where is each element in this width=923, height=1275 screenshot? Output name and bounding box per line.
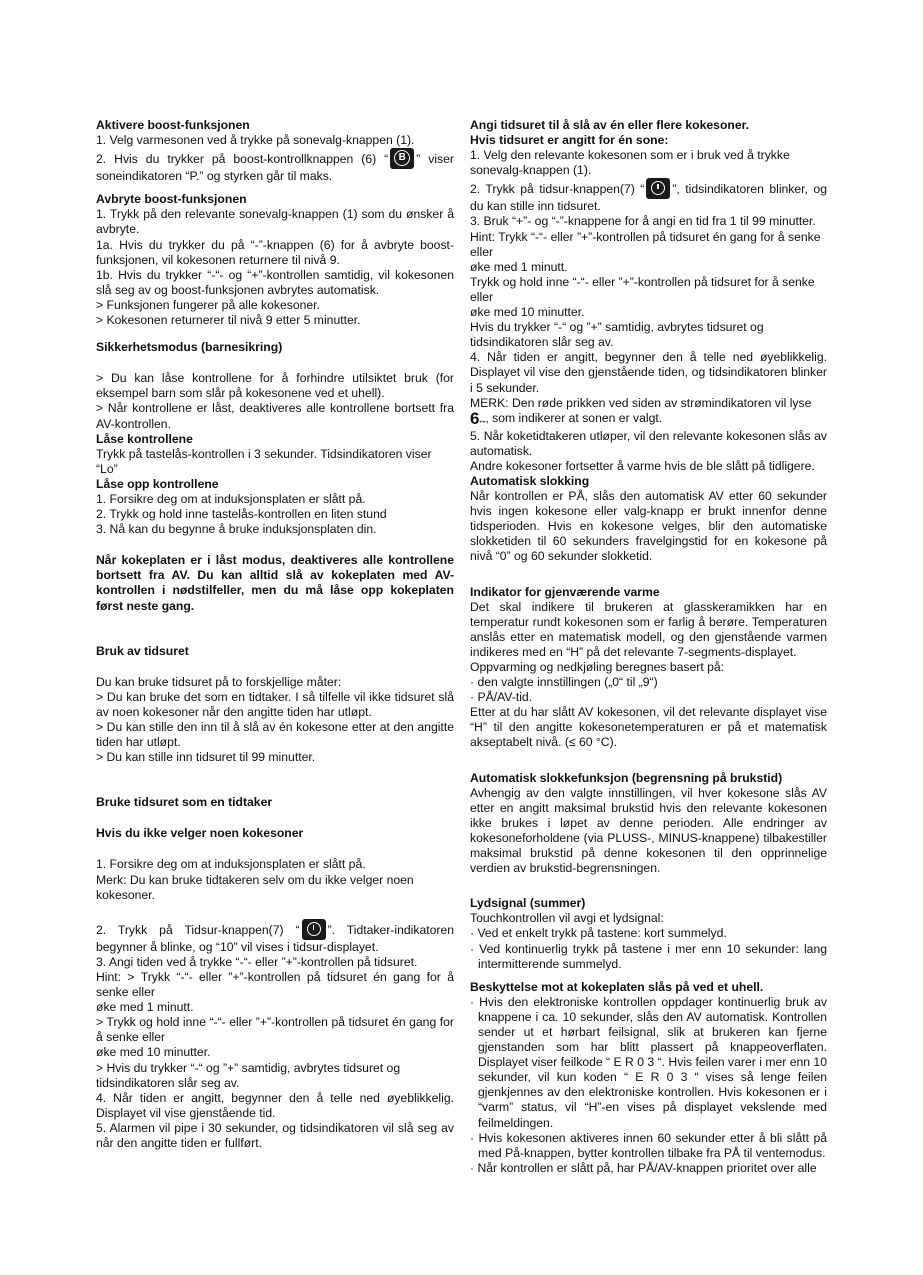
left-column	[96, 118, 454, 1151]
safety-text-2: > Når kontrollene er låst, deaktiveres alle kontrollene bortsett fra AV-kontrollen.	[96, 401, 454, 431]
residual-heat-bullet-2: · PÅ/AV-tid.	[470, 690, 533, 705]
zone-hint-2: Trykk og hold inne “-“- eller ”+”-kontrollen på tidsuret for å senke eller	[470, 274, 815, 304]
set-timer-title: Angi tidsuret til å slå av én eller flere kokesoner.	[470, 118, 750, 132]
auto-off-text: Når kontrollen er PÅ, slås den automatisk AV etter 60 sekunder hvis ingen kokesone eller valg-knapp er brukt innenfor denne tidsperioden. Hvis en kokesone velges, blir den automatiske slokketiden til 60 sekunders fravelgingstid for en kokesone på nivå “0” og 60 sekunder slokketid.	[470, 489, 827, 564]
timer-option-2: > Du kan stille den inn til å slå av én kokesone etter at den angitte tiden har utløpt.	[96, 720, 454, 750]
buzzer-intro: Touchkontrollen vil avgi et lydsignal:	[470, 911, 664, 926]
residual-heat-title: Indikator for gjenværende varme	[470, 584, 660, 599]
zone-step-1: 1. Velg den relevante kokesonen som er i bruk ved å trykke sonevalg-knappen (1).	[470, 148, 790, 178]
unlock-title: Låse opp kontrollene	[96, 476, 219, 491]
no-zone-hint-2: > Trykk og hold inne “-“- eller ”+”-kontrollen på tidsuret én gang for å senke eller	[96, 1015, 454, 1045]
one-zone-title: Hvis tidsuret er angitt for én sone:	[470, 133, 669, 148]
no-zone-note: Merk: Du kan bruke tidtakeren selv om du ikke velger noen kokesoner.	[96, 872, 414, 902]
zone-step-3: 3. Bruk “+”- og “-”-knappene for å angi en tid fra 1 til 99 minutter.	[470, 214, 816, 229]
no-zone-hint-1: Hint: > Trykk “-“- eller ”+”-kontrollen på tidsuret én gang for å senke eller	[96, 969, 454, 1000]
residual-heat-text: Det skal indikere til brukeren at glasskeramikken har en temperatur rundt kokesonen som er farlig å berøre. Temperaturen anslås etter en matematisk modell, og den gjenstående varmen indikeres med en “H” på det relevante 7-segments-displayet.	[470, 599, 827, 659]
timer-intro: Du kan bruke tidsuret på to forskjellige måter:	[96, 674, 342, 689]
protection-bullet-2: · Hvis kokesonen aktiveres innen 60 sekunder etter å bli slått på med På-knappen, bytter kontrollen tilbake fra PÅ til ventemodus.	[470, 1130, 827, 1160]
cancel-boost-title: Avbryte boost-funksjonen	[96, 192, 247, 207]
right-column	[470, 118, 827, 1176]
timer-option-1: > Du kan bruke det som en tidtaker. I så tilfelle vil ikke tidsuret slå av noen kokesoner når den angitte tiden har utløpt.	[96, 689, 454, 719]
timer-title: Bruk av tidsuret	[96, 643, 189, 658]
boost-step-1: 1. Velg varmesonen ved å trykke på sonevalg-knappen (1).	[96, 133, 415, 148]
buzzer-bullet-2: · Ved kontinuerlig trykk på tastene i mer enn 10 sekunder: lang intermitterende summelyd.	[470, 941, 827, 971]
no-zone-hint-3: > Hvis du trykker “-“ og ”+” samtidig, avbrytes tidsuret og tidsindikatoren slår seg av.	[96, 1060, 401, 1090]
safety-title: Sikkerhetsmodus (barnesikring)	[96, 340, 283, 355]
zone-hint-2b: øke med 10 minutter.	[470, 305, 585, 320]
auto-off-title: Automatisk slokking	[470, 473, 590, 488]
protection-bullet-3: · Når kontrollen er slått på, har PÅ/AV-knappen prioritet over alle	[470, 1160, 817, 1175]
zone-step-4: 4. Når tiden er angitt, begynner den å telle ned øyeblikkelig. Displayet vil vise den gjenstående tiden, og tidsindikatoren blinker i 5 sekunder.	[470, 350, 827, 395]
residual-heat-bullet-1: · den valgte innstillingen („0“ til „9“)	[470, 675, 658, 690]
no-zone-step-2: 2. Trykk på Tidsur-knappen(7) “ ”. Tidtaker-indikatoren begynner å blinke, og “10” vil vises i tidsur-displayet.	[96, 919, 454, 955]
cancel-note-1: > Funksjonen fungerer på alle kokesoner.	[96, 297, 320, 312]
no-zone-title: Hvis du ikke velger noen kokesoner	[96, 826, 304, 841]
zone-step-5b: Andre kokesoner fortsetter å varme hvis de ble slått på tidligere.	[470, 458, 815, 473]
boost-step-2: 2. Hvis du trykker på boost-kontrollknappen (6) “ B ” viser soneindikatoren “P.” og styrken går til maks.	[96, 148, 454, 184]
lock-text: Trykk på tastelås-kontrollen i 3 sekunder. Tidsindikatoren viser “Lo”	[96, 446, 432, 476]
timer-button-icon	[302, 919, 326, 940]
no-zone-step-3: 3. Angi tiden ved å trykke “-“- eller ”+”-kontrollen på tidsuret.	[96, 954, 418, 969]
unlock-step-1: 1. Forsikre deg om at induksjonsplaten er slått på.	[96, 491, 366, 506]
zone-hint-3: Hvis du trykker “-“ og ”+” samtidig, avbrytes tidsuret og tidsindikatoren slår seg av.	[470, 320, 764, 350]
cancel-step-1a: 1a. Hvis du trykker du på “-”-knappen (6) for å avbryte boost-funksjonen, vil kokesonen returnere til nivå 9.	[96, 237, 454, 267]
zone-note: MERK: Den røde prikken ved siden av strømindikatoren vil lyse 6↦, som indikerer at sonen er valgt.	[470, 395, 812, 428]
no-zone-step-4: 4. Når tiden er angitt, begynner den å telle ned øyeblikkelig. Displayet vil vise gjenstående tid.	[96, 1090, 454, 1120]
timer-option-3: > Du kan stille inn tidsuret til 99 minutter.	[96, 750, 316, 765]
minute-minder-title: Bruke tidsuret som en tidtaker	[96, 795, 273, 810]
boost-title: Aktivere boost-funksjonen	[96, 118, 250, 132]
lock-warning: Når kokeplaten er i låst modus, deaktiveres alle kontrollene bortsett fra AV. Du kan alltid slå av kokeplaten med AV-kontrollen i nødstilfeller, men du må låse opp kokeplaten først neste gang.	[96, 553, 454, 613]
protection-title: Beskyttelse mot at kokeplaten slås på ved et uhell.	[470, 979, 764, 994]
time-limit-title: Automatisk slokkefunksjon (begrensning på brukstid)	[470, 770, 783, 785]
residual-heat-basis: Oppvarming og nedkjøling beregnes basert på:	[470, 660, 725, 674]
cancel-step-1b: 1b. Hvis du trykker “-“- og “+”-kontrollen samtidig, vil kokesonen slå seg av og boost-funksjonen avbrytes automatisk.	[96, 267, 454, 297]
time-limit-text: Avhengig av den valgte innstillingen, vil hver kokesone slås AV etter en angitt maksimal brukstid hvis den relevante kokesonen ikke brukes i løpet av denne perioden. Alle endringer av kokesoneforholdene (via PLUSS-, MINUS-knappene) tilbakestiller maksimal brukstid på denne kokesonen til den opprinnelige verdien av brukstid-begrensningen.	[470, 785, 827, 876]
buzzer-title: Lydsignal (summer)	[470, 896, 586, 911]
no-zone-step-5: 5. Alarmen vil pipe i 30 sekunder, og tidsindikatoren vil slå seg av når den angitte tiden er fullført.	[96, 1120, 454, 1150]
zone-step-5: 5. Når koketidtakeren utløper, vil den relevante kokesonen slås av automatisk.	[470, 428, 827, 458]
segment-display-icon: 6↦	[470, 408, 486, 428]
unlock-step-3: 3. Nå kan du begynne å bruke induksjonsplaten din.	[96, 522, 377, 537]
cancel-step-1: 1. Trykk på den relevante sonevalg-knappen (1) som du ønsker å avbryte.	[96, 207, 454, 237]
safety-text-1: > Du kan låse kontrollene for å forhindre utilsiktet bruk (for eksempel barn som slår på kokesonene ved et uhell).	[96, 371, 454, 401]
lock-title: Låse kontrollene	[96, 431, 193, 446]
buzzer-bullet-1: · Ved et enkelt trykk på tastene: kort summelyd.	[470, 926, 727, 941]
protection-bullet-1: · Hvis den elektroniske kontrollen oppdager kontinuerlig bruk av knappene i ca. 10 sekunder, slås den AV automatisk. Kontrollen sender ut et hørbart feilsignal, slik at brukeren kan fjerne gjenstanden som har blitt plassert på knappeoverflaten. Displayet viser feilkode “ E R 0 3 “. Hvis feilen varer i mer enn 10 sekunder, vil kun koden “ E R 0 3 “ vises så lenge feilen gjenkjennes av den elektroniske kontrollen. Hvis kokesonen er i “varm” status, vil “H”-en vises på displayet vekslende med feilmeldingen.	[470, 994, 827, 1130]
no-zone-step-1: 1. Forsikre deg om at induksjonsplaten er slått på.	[96, 857, 366, 872]
unlock-step-2: 2. Trykk og hold inne tastelås-kontrollen en liten stund	[96, 507, 387, 522]
residual-heat-after: Etter at du har slått AV kokesonen, vil det relevante displayet vise “H” til den angitte kokesonetemperaturen er på et matematisk akseptabelt nivå. (≤ 60 °C).	[470, 705, 827, 750]
boost-button-icon: B	[390, 148, 414, 169]
cancel-note-2: > Kokesonen returnerer til nivå 9 etter 5 minutter.	[96, 313, 361, 328]
zone-hint-1: Hint: Trykk “-“- eller ”+”-kontrollen på tidsuret én gang for å senke eller	[470, 229, 821, 259]
no-zone-hint-2b: øke med 10 minutter.	[96, 1045, 211, 1060]
zone-hint-1b: øke med 1 minutt.	[470, 259, 568, 274]
no-zone-hint-1b: øke med 1 minutt.	[96, 1000, 194, 1015]
timer-button-icon	[646, 178, 670, 199]
zone-step-2: 2. Trykk på tidsur-knappen(7) “ ”, tidsindikatoren blinker, og du kan stille inn tidsuret.	[470, 178, 827, 214]
